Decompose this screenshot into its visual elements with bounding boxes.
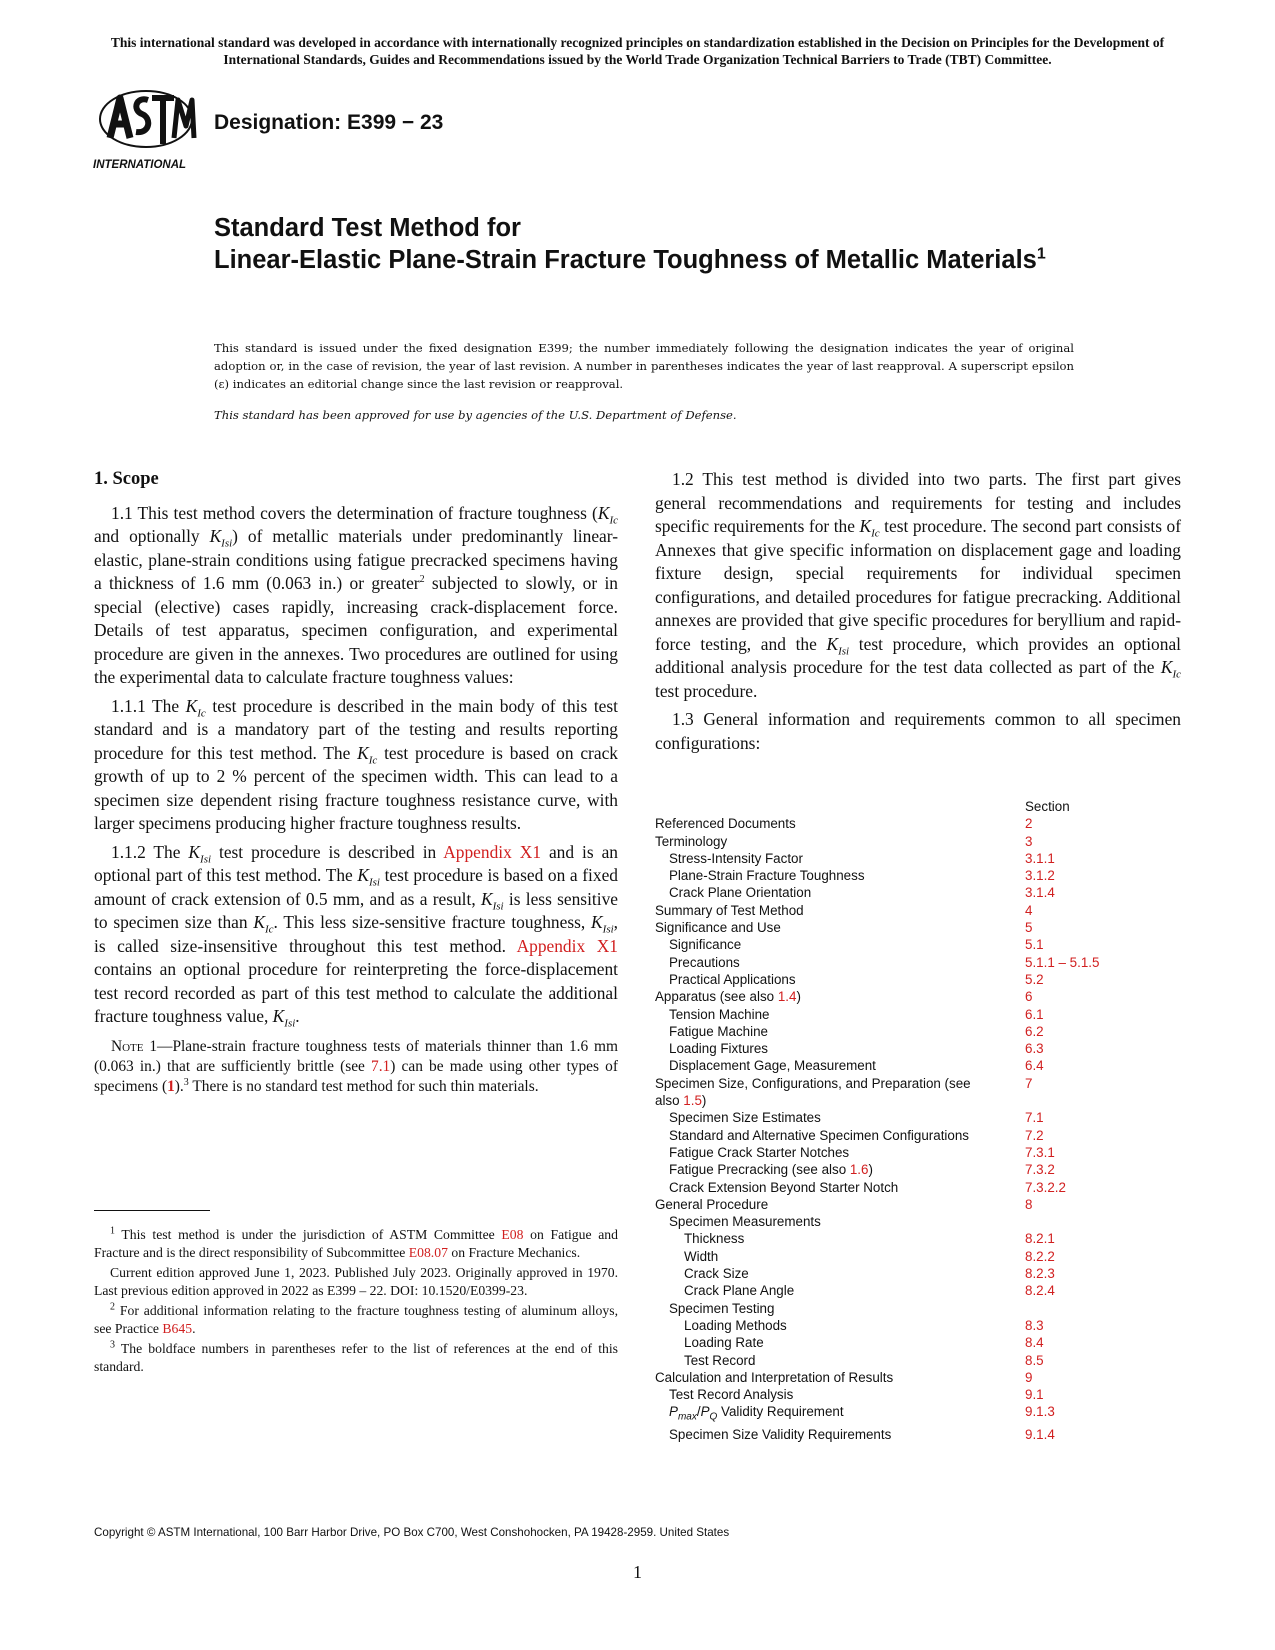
section-table-label: Stress-Intensity Factor: [669, 850, 803, 866]
section-table-row: [655, 1403, 1181, 1426]
footnote-3: $^3$ The boldface numbers in parentheses refer to the list of references at the end of this standard.: [94, 1339, 618, 1374]
section-table-link[interactable]: 9: [1025, 1369, 1033, 1385]
section-table-link[interactable]: 7.3.2.2: [1025, 1179, 1066, 1195]
paragraph-1-1: 1.1 This test method covers the determination of fracture toughness ($K_{Ic}$ and optionally $K_{Isi}$) of metallic materials under predominantly linear-elastic, plane-strain conditions using fatigue precracked specimens having a thickness of 1.6 mm (0.063 in.) or greater$^2$ subjected to slowly, or in special (elective) cases rapidly, increasing crack-displacement force. Details of test apparatus, specimen configuration, and experimental procedure are given in the annexes. Two procedures are outlined for using the experimental data to calculate fracture toughness values:: [94, 502, 618, 687]
title-line-2: Linear-Elastic Plane-Strain Fracture Toughness of Metallic Materials$^1$: [214, 245, 1046, 274]
note-1: Note 1—Plane-strain fracture toughness tests of materials thinner than 1.6 mm (0.063 in.) that are sufficiently brittle (see 7.1) can be made using other types of specimens (1).$^3$ There is no standard test method for such thin materials.: [94, 1037, 618, 1095]
title-line-1: Standard Test Method for: [214, 214, 521, 242]
section-table-link[interactable]: 6.1: [1025, 1006, 1044, 1022]
section-table-link[interactable]: 2: [1025, 816, 1033, 832]
section-table-label: Specimen Testing: [669, 1300, 775, 1316]
section-table-row: [655, 971, 1181, 988]
designation: Designation: E399 − 23: [214, 111, 444, 134]
section-link[interactable]: 1.4: [777, 989, 797, 1005]
section-link[interactable]: 1.5: [683, 1093, 702, 1109]
section-table-row: [655, 988, 1181, 1005]
section-table-row: [655, 1248, 1181, 1265]
footnote-2: $^2$ For additional information relating to the fracture toughness testing of aluminum alloys, see Practice B645.: [94, 1301, 618, 1336]
section-table-row: [655, 1300, 1181, 1317]
section-table-label: Crack Extension Beyond Starter Notch: [669, 1179, 899, 1195]
section-table-row: [655, 867, 1181, 884]
section-table-label: Loading Fixtures: [669, 1041, 768, 1057]
section-table-label: $P_{max}/P_Q$ Validity Requirement: [669, 1404, 844, 1424]
astm-logo: [90, 86, 202, 172]
section-table-link[interactable]: 8.5: [1025, 1352, 1044, 1368]
section-table-row: [655, 1057, 1181, 1074]
section-table-link[interactable]: 3.1.2: [1025, 868, 1055, 884]
section-table-link[interactable]: 6: [1025, 989, 1033, 1005]
section-table-row: [655, 1352, 1181, 1369]
section-table-row: [655, 1179, 1181, 1196]
paragraph-1-3: 1.3 General information and requirements common to all specimen configurations:: [655, 709, 1181, 753]
section-table-link[interactable]: 3.1.4: [1025, 885, 1055, 901]
section-table-label: Summary of Test Method: [655, 902, 804, 918]
section-table-label: Test Record Analysis: [669, 1387, 794, 1403]
section-table-row: [655, 1230, 1181, 1247]
footnote-1-edition: Current edition approved June 1, 2023. Published July 2023. Originally approved in 1970. Last previous edition approved in 2022 as E399 – 22. DOI: 10.1520/E0399-23.: [94, 1265, 618, 1298]
section-table-label: Significance and Use: [655, 920, 781, 936]
section-table-label: Fatigue Crack Starter Notches: [669, 1144, 850, 1160]
paragraph-1-1-2: 1.1.2 The $K_{Isi}$ test procedure is described in Appendix X1 and is an optional part of this test method. The $K_{Isi}$ test procedure is based on a fixed amount of crack extension of 0.5 mm, and as a result, $K_{Isi}$ is less sensitive to specimen size than $K_{Ic}$. This less size-sensitive fracture toughness, $K_{Isi}$, is called size-insensitive throughout this test method. Appendix X1 contains an optional procedure for reinterpreting the force-displacement test record recorded as part of this test method to calculate the additional fracture toughness value, $K_{Isi}$.: [94, 841, 619, 1030]
footnote-ref-2: 2: [419, 574, 425, 586]
section-table-row: [655, 1144, 1181, 1161]
section-table-label: Thickness: [684, 1231, 745, 1247]
section-link[interactable]: 1.6: [849, 1162, 869, 1178]
section-table-row: [655, 1040, 1181, 1057]
section-table-row: [655, 1161, 1181, 1178]
section-table-row: [655, 1127, 1181, 1144]
section-table-row: [655, 1075, 1181, 1092]
section-table-label: Fatigue Precracking (see also 1.6): [669, 1162, 873, 1178]
issued-statement: This standard is issued under the fixed designation E399; the number immediately following the designation indicates the year of original adoption or, in the case of revision, the year of last revision. A number in parentheses indicates the year of last reapproval. A superscript epsilon (ε) indicates an editorial change since the last revision or reapproval.: [214, 341, 1074, 391]
section-table-link[interactable]: 6.3: [1025, 1041, 1044, 1057]
section-table-label: Referenced Documents: [655, 816, 796, 832]
section-table-link[interactable]: 9.1: [1025, 1387, 1044, 1403]
left-column: [94, 468, 618, 1097]
section-table-link[interactable]: 8.3: [1025, 1317, 1044, 1333]
appendix-x1-link[interactable]: Appendix X1: [443, 841, 542, 862]
section-table-label: Specimen Size Estimates: [669, 1110, 821, 1126]
section-table-label: Plane-Strain Fracture Toughness: [669, 868, 865, 884]
section-7-1-link[interactable]: 7.1: [371, 1057, 391, 1075]
section-table-row: [655, 936, 1181, 953]
section-table-row: [655, 850, 1181, 867]
section-table-link[interactable]: 5: [1025, 920, 1033, 936]
section-table-link[interactable]: 6.2: [1025, 1023, 1044, 1039]
section-table-label: Crack Plane Orientation: [669, 885, 812, 901]
section-table-label: Significance: [669, 937, 742, 953]
section-table: [655, 798, 1181, 1444]
section-table-label: Precautions: [669, 954, 740, 970]
footnote-ref-3: 3: [183, 1076, 189, 1088]
section-table-link[interactable]: 8.2.4: [1025, 1283, 1055, 1299]
section-table-link[interactable]: 7.3.1: [1025, 1144, 1055, 1160]
b645-link[interactable]: B645: [162, 1321, 193, 1336]
section-table-label: Tension Machine: [669, 1006, 770, 1022]
right-column: [655, 468, 1181, 755]
section-table-link[interactable]: 3: [1025, 833, 1033, 849]
section-table-link[interactable]: 7.3.2: [1025, 1162, 1055, 1178]
section-table-row: [655, 833, 1181, 850]
astm-logo-mark: [90, 86, 202, 172]
section-table-link[interactable]: 8.2.3: [1025, 1266, 1055, 1282]
section-table-row: [655, 884, 1181, 901]
section-table-link[interactable]: 5.1: [1025, 937, 1044, 953]
section-table-link[interactable]: 7.2: [1025, 1127, 1044, 1143]
section-table-label: Terminology: [655, 833, 728, 849]
section-table-link[interactable]: 8.2.1: [1025, 1231, 1055, 1247]
section-table-row: [655, 1092, 1181, 1109]
paragraph-1-2: 1.2 This test method is divided into two parts. The first part gives general recommendations and requirements for testing and includes specific requirements for the $K_{Ic}$ test procedure. The second part consists of Annexes that give specific information on displacement gage and loading fixture design, special requirements for individual specimen configurations, and detailed procedures for fatigue precracking. Additional annexes are provided that give specific procedures for beryllium and rapid-force testing, and the $K_{Isi}$ test procedure, which provides an optional additional analysis procedure for the test data collected as part of the $K_{Ic}$ test procedure.: [655, 469, 1181, 701]
section-table-link[interactable]: 9.1.3: [1025, 1404, 1055, 1420]
section-table-label: Crack Size: [684, 1266, 749, 1282]
logo-text: INTERNATIONAL: [93, 159, 187, 171]
section-table-link[interactable]: 8.4: [1025, 1335, 1044, 1351]
section-table-row: [655, 1317, 1181, 1334]
section-table-row: [655, 815, 1181, 832]
section-table-label: General Procedure: [655, 1196, 769, 1212]
section-table-label: Test Record: [684, 1352, 756, 1368]
footnote-rule: [94, 1210, 210, 1211]
section-table-row: [655, 954, 1181, 971]
section-table-link[interactable]: 7: [1025, 1075, 1033, 1091]
section-table-label: Calculation and Interpretation of Results: [655, 1369, 894, 1385]
section-heading-scope: 1. Scope: [94, 469, 159, 489]
section-table-label: Width: [684, 1248, 719, 1264]
section-table-row: [655, 1265, 1181, 1282]
section-table-label: Loading Rate: [684, 1335, 764, 1351]
section-table-label: Specimen Measurements: [669, 1214, 821, 1230]
paragraph-1-1-1: 1.1.1 The $K_{Ic}$ test procedure is described in the main body of this test standard and is a mandatory part of the testing and results reporting procedure for this test method. The $K_{Ic}$ test procedure is based on crack growth of up to 2 % percent of the specimen width. This can lead to a specimen size dependent rising fracture toughness resistance curve, with larger specimens producing higher fracture toughness results.: [94, 695, 618, 833]
section-table-link[interactable]: 6.4: [1025, 1058, 1044, 1074]
document-title: [214, 212, 1114, 276]
section-table-label: also 1.5): [655, 1093, 707, 1109]
page-number: 1: [633, 1562, 642, 1582]
section-table-row: [655, 1282, 1181, 1299]
appendix-x1-link-2[interactable]: Appendix X1: [516, 935, 618, 956]
section-table-header: Section: [1025, 799, 1070, 814]
wto-notice: This international standard was developed in accordance with internationally recognized principles on standardization established in the Decision on Principles for the Development of International Standards, Guides and Recommendations issued by the World Trade Organization Technical Barriers to Trade (TBT) Committee.: [110, 35, 1165, 67]
section-table-row: [655, 902, 1181, 919]
e08-link[interactable]: E08: [501, 1227, 524, 1242]
section-table-link[interactable]: 8.2.2: [1025, 1248, 1055, 1264]
reference-1-link[interactable]: 1: [167, 1077, 175, 1095]
section-table-label: Specimen Size, Configurations, and Preparation (see: [655, 1075, 971, 1091]
e08-07-link[interactable]: E08.07: [408, 1245, 448, 1260]
title-footnote-mark: 1: [1036, 245, 1046, 263]
section-table-label: Displacement Gage, Measurement: [669, 1058, 876, 1074]
section-table-row: [655, 1006, 1181, 1023]
section-table-label: Apparatus (see also 1.4): [655, 989, 801, 1005]
section-table-row: [655, 1369, 1181, 1386]
section-table-link[interactable]: 8: [1025, 1196, 1033, 1212]
section-table-row: [655, 1109, 1181, 1126]
section-table-label: Fatigue Machine: [669, 1023, 768, 1039]
section-table-row: [655, 1196, 1181, 1213]
section-table-label: Practical Applications: [669, 971, 796, 987]
approved-statement: This standard has been approved for use by agencies of the U.S. Department of Defense.: [214, 408, 737, 422]
section-table-label: Standard and Alternative Specimen Configurations: [669, 1127, 969, 1143]
section-table-link[interactable]: 4: [1025, 902, 1033, 918]
section-table-link[interactable]: 9.1.4: [1025, 1427, 1055, 1443]
section-table-label: Loading Methods: [684, 1317, 787, 1333]
copyright: Copyright © ASTM International, 100 Barr Harbor Drive, PO Box C700, West Conshohocken, PA 19428-2959. United States: [94, 1526, 730, 1539]
footnote-1: $^1$ This test method is under the jurisdiction of ASTM Committee E08 on Fatigue and Fracture and is the direct responsibility of Subcommittee E08.07 on Fracture Mechanics.: [94, 1225, 618, 1260]
section-table-row: [655, 919, 1181, 936]
section-table-link[interactable]: 5.1.1 – 5.1.5: [1025, 954, 1100, 970]
section-table-row: [655, 1334, 1181, 1351]
section-table-link[interactable]: 7.1: [1025, 1110, 1044, 1126]
section-table-row: [655, 1023, 1181, 1040]
section-table-label: Crack Plane Angle: [684, 1283, 795, 1299]
section-table-row: [655, 1213, 1181, 1230]
section-table-row: [655, 1426, 1181, 1443]
section-table-row: [655, 1386, 1181, 1403]
footnotes: [94, 1226, 618, 1378]
section-table-link[interactable]: 3.1.1: [1025, 850, 1055, 866]
section-table-label: Specimen Size Validity Requirements: [669, 1427, 892, 1443]
section-table-link[interactable]: 5.2: [1025, 971, 1044, 987]
